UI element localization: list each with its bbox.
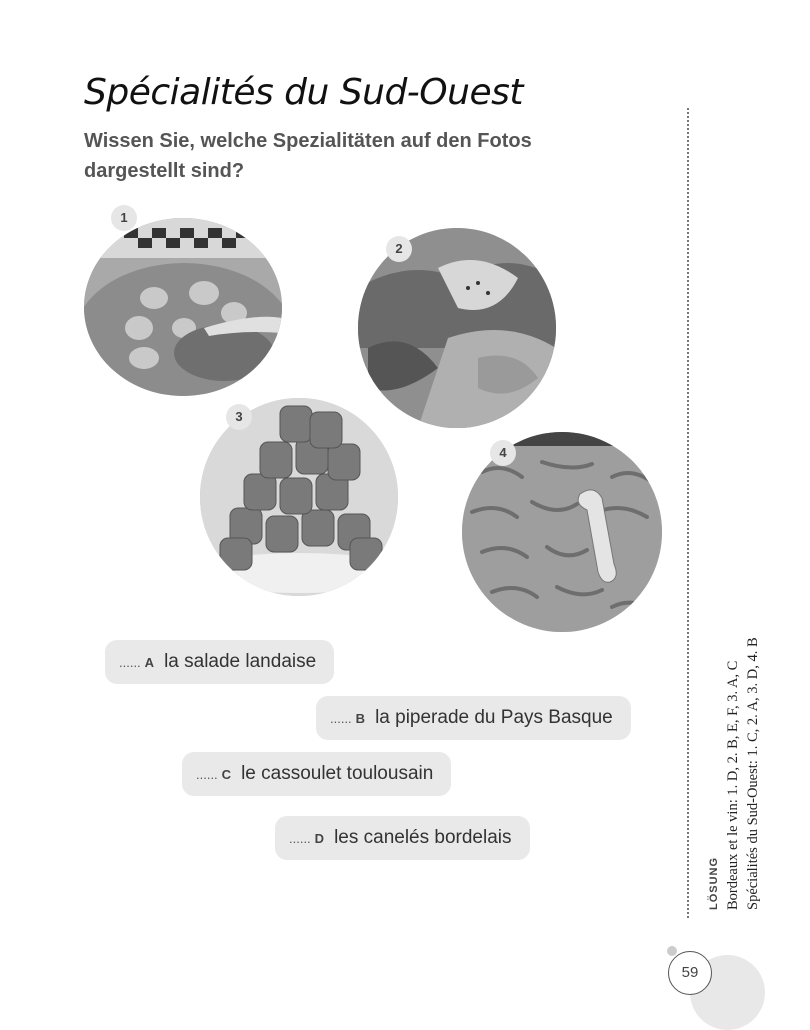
- solution-box: [705, 590, 763, 910]
- option-letter: D: [314, 830, 325, 846]
- exercise-question: Wissen Sie, welche Spezialitäten auf den Fotos dargestellt sind?: [84, 130, 532, 182]
- option-text: la piperade du Pays Basque: [375, 707, 613, 728]
- solution-value: 1. C, 2. A, 3. D, 4. B: [745, 637, 761, 757]
- solution-label: Spécialités du Sud-Ouest:: [745, 760, 761, 910]
- solution-line-2: [743, 590, 763, 910]
- option-text: le cassoulet toulousain: [241, 763, 434, 784]
- photo-3: [200, 398, 398, 596]
- option-b: [316, 696, 631, 740]
- photo-4-image: [462, 432, 662, 632]
- option-c: [182, 752, 451, 796]
- answer-blank: ......: [289, 830, 311, 846]
- answer-blank: ......: [196, 766, 218, 782]
- answer-blank: ......: [330, 710, 352, 726]
- option-letter: B: [355, 710, 366, 726]
- solution-value: 1. D, 2. B, E, F, 3. A, C: [725, 660, 741, 796]
- photo-1-number: 1: [111, 205, 137, 231]
- option-letter: C: [221, 766, 232, 782]
- photo-1: [84, 218, 282, 396]
- photo-2-number: 2: [386, 236, 412, 262]
- option-d: [275, 816, 530, 860]
- option-letter: A: [144, 654, 155, 670]
- page-number-dot: [667, 946, 677, 956]
- photo-4-number: 4: [490, 440, 516, 466]
- answer-blank: ......: [119, 654, 141, 670]
- photo-4: [462, 432, 662, 632]
- photo-2-image: [358, 228, 556, 428]
- solution-line-1: [723, 590, 743, 910]
- solution-heading: LÖSUNG: [708, 856, 720, 910]
- dotted-divider: [687, 108, 689, 918]
- photo-3-image: [200, 398, 398, 596]
- solution-label: Bordeaux et le vin:: [725, 799, 741, 910]
- photo-2: [358, 228, 556, 428]
- page-number: 59: [668, 951, 712, 995]
- option-text: la salade landaise: [164, 651, 317, 672]
- option-a: [105, 640, 334, 684]
- photo-3-number: 3: [226, 404, 252, 430]
- page-title: Spécialités du Sud-Ouest: [84, 72, 523, 113]
- option-text: les canelés bordelais: [334, 827, 512, 848]
- photo-1-image: [84, 218, 282, 396]
